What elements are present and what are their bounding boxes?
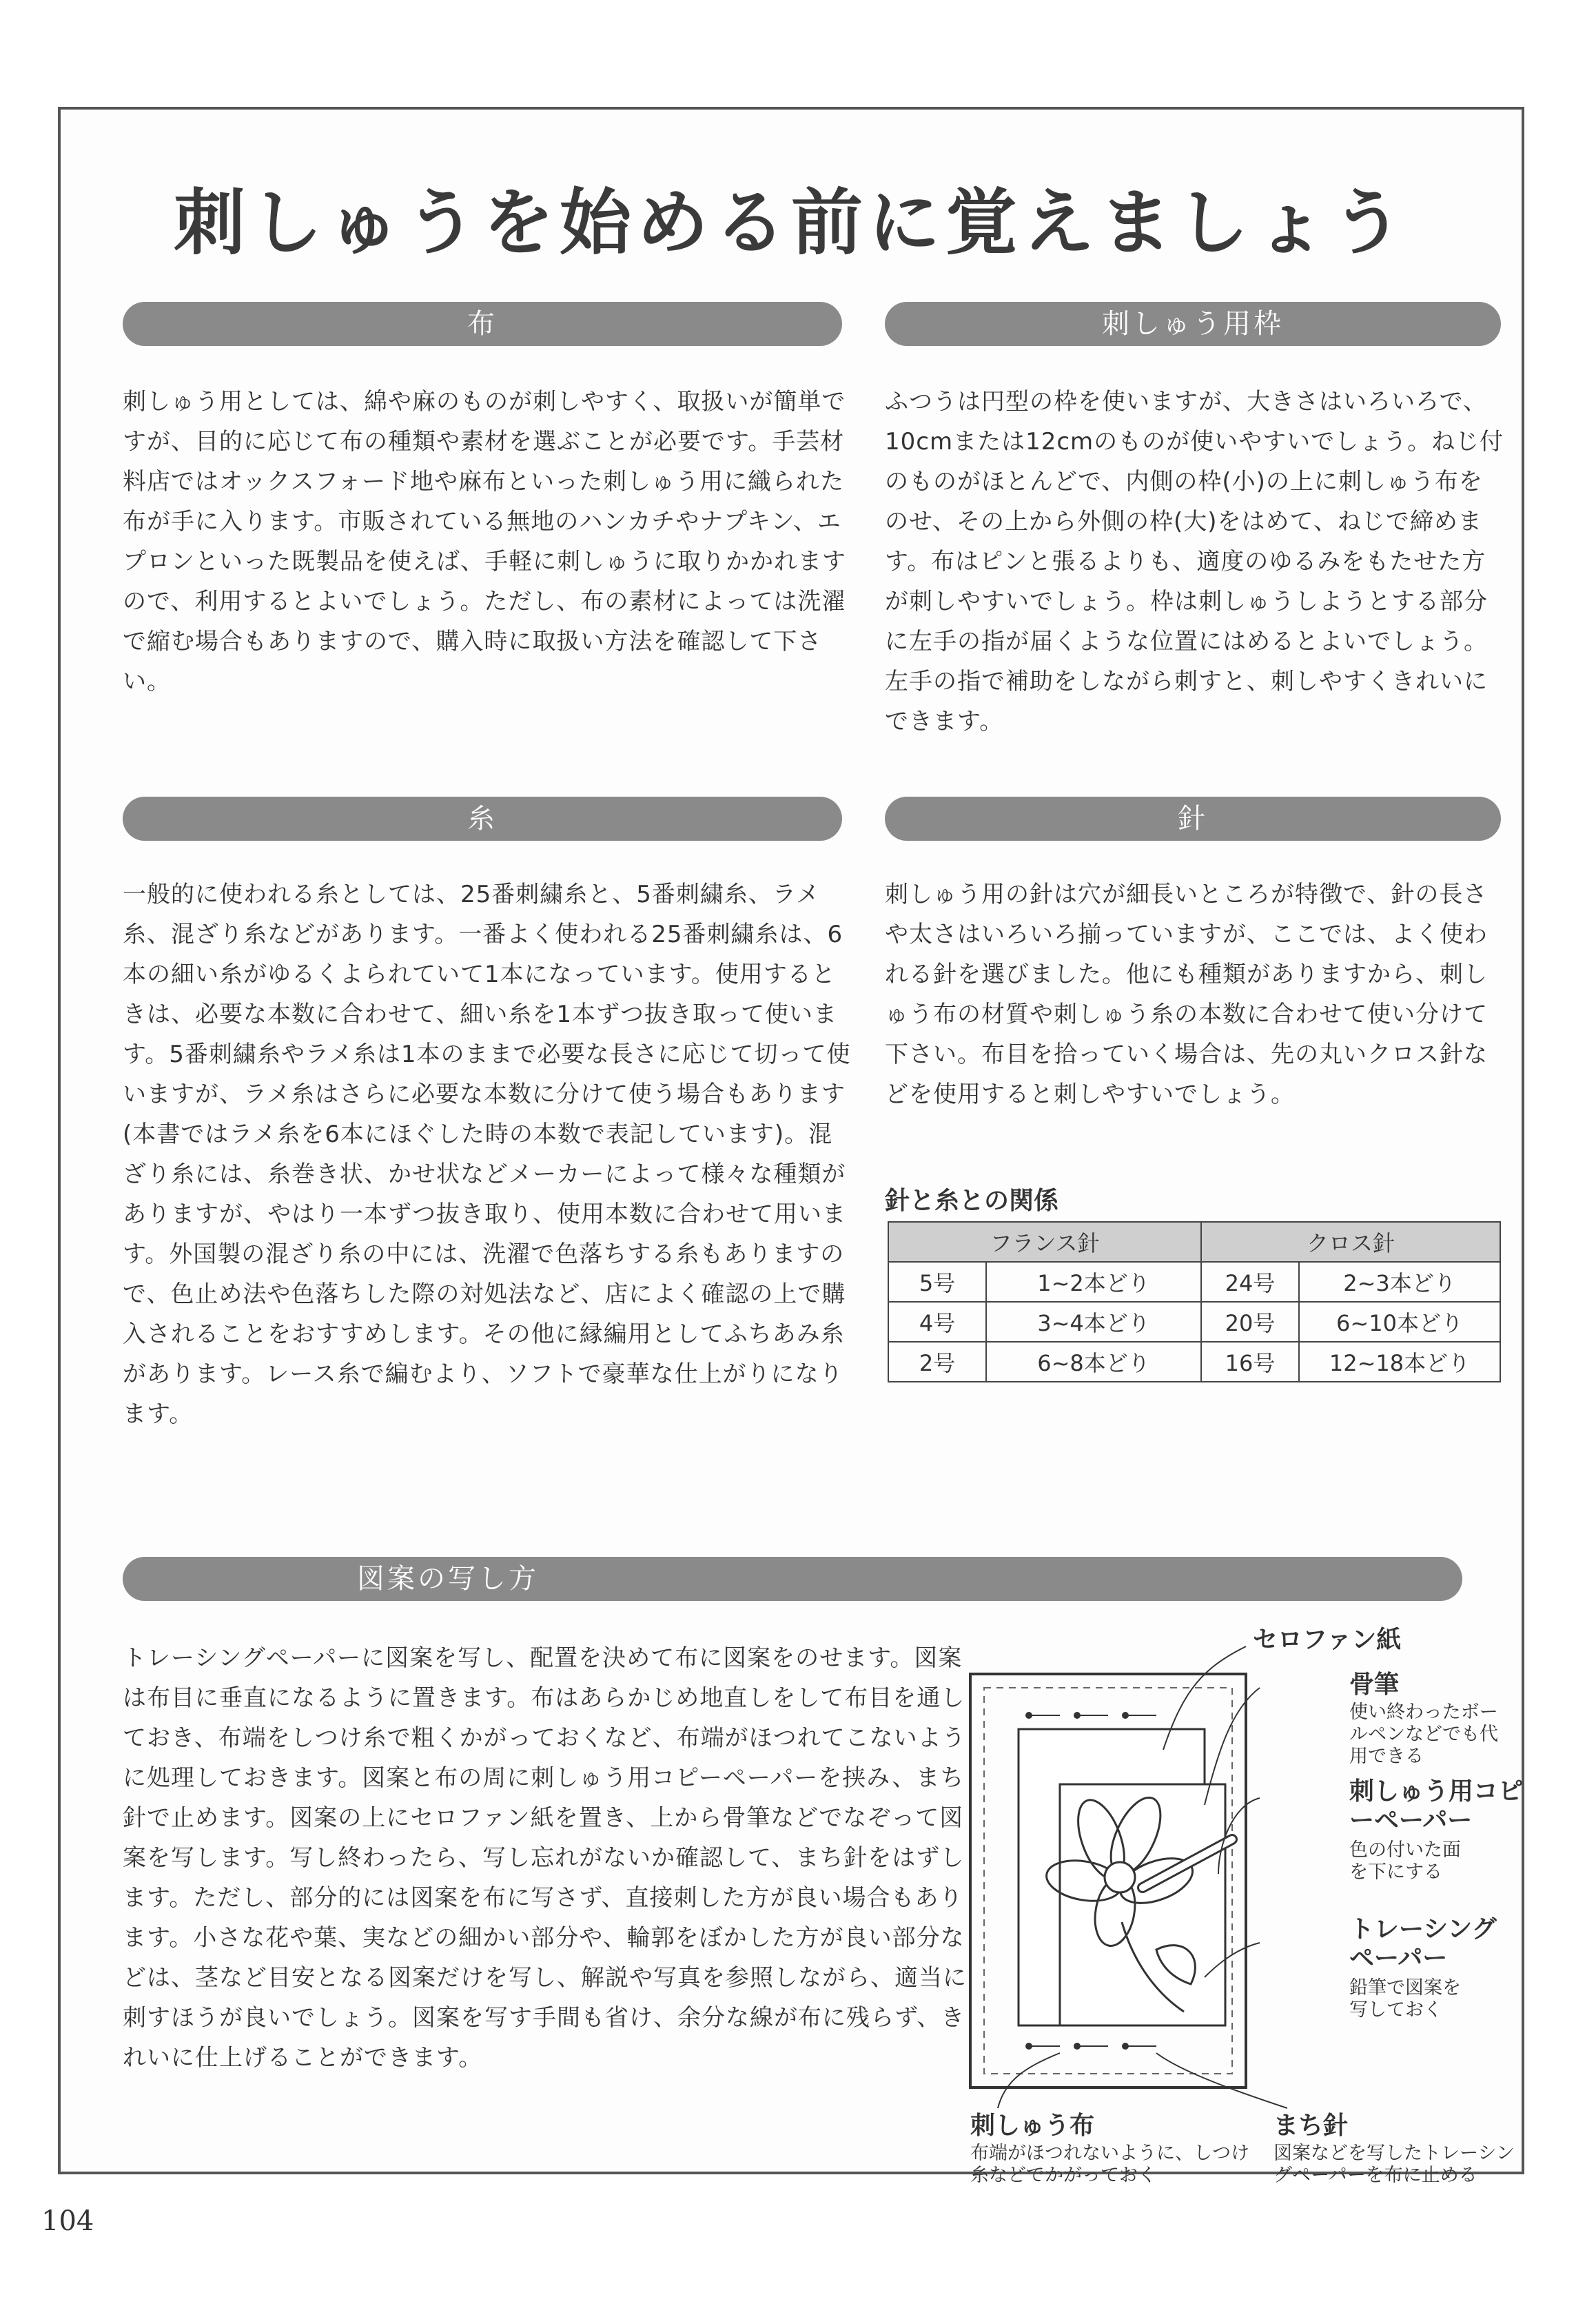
section-heading-transfer: 図案の写し方 <box>123 1557 1462 1601</box>
table-cell: 24号 <box>1201 1262 1299 1302</box>
table-cell: 6~10本どり <box>1299 1302 1500 1342</box>
table-cell: 5号 <box>888 1262 986 1302</box>
section-text-hoop: ふつうは円型の枠を使いますが、大きさはいろいろで、10cmまたは12cmのものが使いやすいでしょう。ねじ付のものがほとんどで、内側の枠(小)の上に刺しゅう布をのせ、その上から外側の枠(大)をはめて、ねじで締めます。布はピンと張るよりも、適度のゆるみをもたせた方が刺しやすいでしょう。枠は刺しゅうしようとする部分に左手の指が届くような位置にはめるとよいでしょう。左手の指で補助をしながら刺すと、刺しやすくきれいにできます。 <box>885 388 1504 735</box>
section-text-thread: 一般的に使われる糸としては、25番刺繍糸と、5番刺繍糸、ラメ糸、混ざり糸などがあります。一番よく使われる25番刺繍糸は、6本の細い糸がゆるくよられていて1本になっています。使用するときは、必要な本数に合わせて、細い糸を1本ずつ抜き取って使います。5番刺繍糸やラメ糸は1本のままで必要な長さに応じて切って使いますが、ラメ糸はさらに必要な本数に分けて使う場合もあります(本書ではラメ糸を6本にほぐした時の本数で表記しています)。混ざり糸には、糸巻き状、かせ状などメーカーによって様々な種類がありますが、やはり一本ずつ抜き取り、使用本数に合わせて用います。外国製の混ざり糸の中には、洗濯で色落ちする糸もありますので、色止め法や色落ちした際の対処法など、店によく確認の上で購入されることをおすすめします。その他に縁編用としてふちあみ糸があります。レース糸で編むより、ソフトで豪華な仕上がりになります。 <box>123 881 851 1428</box>
page-title: 刺しゅうを始める前に覚えましょう <box>173 181 1409 265</box>
note-copy-paper: 色の付いた面を下にする <box>1349 1839 1461 1883</box>
header-cross-needle: クロス針 <box>1201 1222 1500 1262</box>
table-cell: 1~2本どり <box>986 1262 1201 1302</box>
section-heading-thread: 糸 <box>123 797 842 841</box>
table-row <box>888 1302 1500 1342</box>
table-header-row <box>888 1222 1500 1262</box>
table-cell: 12~18本どり <box>1299 1342 1500 1382</box>
section-text-needle: 刺しゅう用の針は穴が細長いところが特徴で、針の長さや太さはいろいろ揃っていますが、ここでは、よく使われる針を選びました。他にも種類がありますから、刺しゅう布の材質や刺しゅう糸の本数に合わせて使い分けて下さい。布目を拾っていく場合は、先の丸いクロス針などを使用すると刺しやすいでしょう。 <box>885 881 1488 1108</box>
label-pin: まち針 <box>1273 2112 1349 2140</box>
label-embroidery-cloth: 刺しゅう布 <box>970 2112 1095 2140</box>
table-cell: 20号 <box>1201 1302 1299 1342</box>
label-copy-paper: 刺しゅう用コピーペーパー <box>1349 1777 1524 1835</box>
label-stylus: 骨筆 <box>1349 1671 1400 1699</box>
table-cell: 6~8本どり <box>986 1342 1201 1382</box>
table-row <box>888 1262 1500 1302</box>
table-cell: 2号 <box>888 1342 986 1382</box>
table-cell: 16号 <box>1201 1342 1299 1382</box>
needle-thread-table <box>888 1221 1501 1382</box>
section-text-transfer: トレーシングペーパーに図案を写し、配置を決めて布に図案をのせます。図案は布目に垂直になるように置きます。布はあらかじめ地直しをして布目を通しておき、布端をしつけ糸で粗くかがっておくなど、布端がほつれてこないように処理しておきます。図案と布の周に刺しゅう用コピーペーパーを挟み、まち針で止めます。図案の上にセロファン紙を置き、上から骨筆などでなぞって図案を写します。写し終わったら、写し忘れがないか確認して、まち針をはずします。ただし、部分的には図案を布に写さず、直接刺した方が良い場合もあります。小さな花や葉、実などの細かい部分や、輪郭をぼかした方が良い部分などは、茎など目安となる図案だけを写し、解説や写真を参照しながら、適当に刺すほうが良いでしょう。図案を写す手間も省け、余分な線が布に残らず、きれいに仕上げることができます。 <box>123 1644 967 2072</box>
note-embroidery-cloth: 布端がほつれないように、しつけ糸などでかがっておく <box>970 2143 1249 2186</box>
page-number: 104 <box>41 2205 94 2237</box>
table-title: 針と糸との関係 <box>885 1187 1059 1215</box>
note-stylus: 使い終わったボールペンなどでも代用できる <box>1349 1702 1498 1767</box>
table-cell: 2~3本どり <box>1299 1262 1500 1302</box>
table-cell: 3~4本どり <box>986 1302 1201 1342</box>
note-pin: 図案などを写したトレーシングペーパーを布に止める <box>1273 2143 1515 2186</box>
table-row <box>888 1342 1500 1382</box>
label-tracing-paper: トレーシングペーパー <box>1349 1915 1497 1972</box>
label-cellophane: セロファン紙 <box>1253 1626 1402 1654</box>
note-tracing-paper: 鉛筆で図案を写しておく <box>1349 1977 1461 2021</box>
section-text-cloth: 刺しゅう用としては、綿や麻のものが刺しやすく、取扱いが簡単ですが、目的に応じて布の種類や素材を選ぶことが必要です。手芸材料店ではオックスフォード地や麻布といった刺しゅう用に織られた布が手に入ります。市販されている無地のハンカチやナプキン、エプロンといった既製品を使えば、手軽に刺しゅうに取りかかれますので、利用するとよいでしょう。ただし、布の素材によっては洗濯で縮む場合もありますので、購入時に取扱い方法を確認して下さい。 <box>123 388 846 695</box>
table-cell: 4号 <box>888 1302 986 1342</box>
header-french-needle: フランス針 <box>888 1222 1201 1262</box>
tracing-paper <box>1060 1784 1225 2025</box>
section-heading-hoop: 刺しゅう用枠 <box>885 302 1501 346</box>
section-heading-cloth: 布 <box>123 302 842 346</box>
section-heading-needle: 針 <box>885 797 1501 841</box>
page-frame <box>58 107 1524 2186</box>
